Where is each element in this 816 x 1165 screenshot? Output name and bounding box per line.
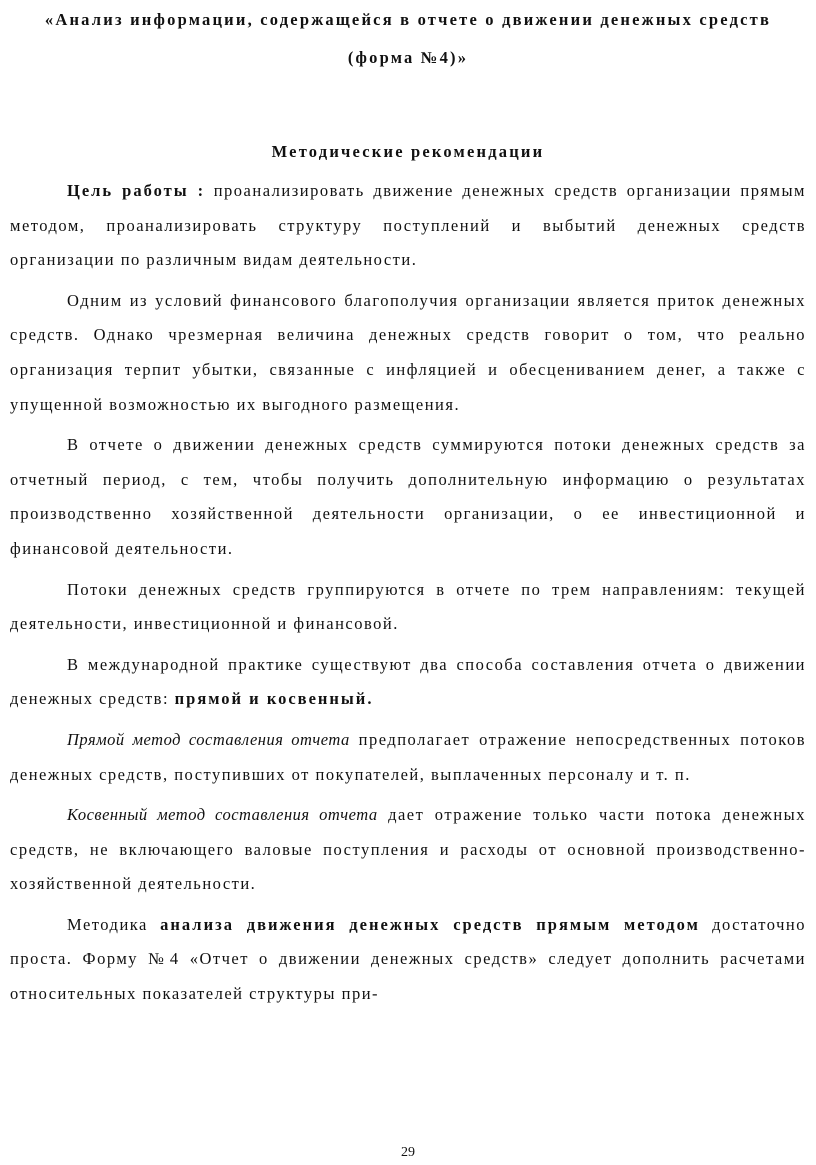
paragraph-flow-groups	[10, 573, 806, 642]
paragraph-text: предполагает отражение непосредственных потоков денежных средств, поступивших от покупателей, выплаченных персоналу и т. п.	[10, 729, 806, 784]
paragraph-text: дает отражение только части потока денежных средств, не включающего валовые поступления и расходы от основной производственно-хозяйственной деятельности.	[10, 805, 806, 894]
paragraph-text-continued: достаточно проста. Форму №4 «Отчет о движении денежных средств» следует дополнить расчетами относительных показателей структуры при-	[10, 914, 806, 1004]
paragraph-text: Потоки денежных средств группируются в отчете по трем направлениям: текущей деятельности, инвестиционной и финансовой.	[10, 579, 806, 634]
paragraph-text: В международной практике существуют два способа составления отчета о движении денежных средств:	[10, 654, 806, 709]
paragraph-indirect-method	[10, 798, 806, 902]
section-heading: Методические рекомендации	[271, 142, 545, 161]
paragraph-text: Одним из условий финансового благополучия организации является приток денежных средств. Однако чрезмерная величина денежных средств говорит о том, что реально организация терпит убытки, связанные с инфляцией и обесцениванием денег, а также с упущенной возможностью их выгодного размещения.	[10, 290, 806, 414]
paragraph-text: В отчете о движении денежных средств суммируются потоки денежных средств за отчетный период, с тем, чтобы получить дополнительную информацию о результатах производственно хозяйственной деятельности организации, о ее инвестиционной и финансовой деятельности.	[10, 435, 806, 558]
direct-method-term: Прямой метод составления отчета	[67, 729, 350, 749]
document-title: «Анализ информации, содержащейся в отчете о движении денежных средств (форма №4)»	[44, 10, 772, 67]
paragraph-cash-flow-report	[10, 428, 806, 566]
paragraph-goal	[10, 174, 806, 278]
goal-text: проанализировать движение денежных средств организации прямым методом, проанализировать структуру поступлений и выбытий денежных средств организации по различным видам деятельности.	[10, 181, 806, 270]
paragraph-methods	[10, 648, 806, 717]
methodology-bold: анализа движения денежных средств прямым методом	[160, 914, 700, 934]
paragraph-direct-method	[10, 723, 806, 792]
paragraph-text: Методика	[67, 914, 161, 934]
document-page	[10, 0, 806, 1012]
paragraph-cash-inflow	[10, 284, 806, 422]
indirect-method-term: Косвенный метод составления отчета	[67, 805, 378, 825]
goal-label: Цель работы :	[67, 181, 206, 200]
page-number: 29	[401, 1145, 415, 1160]
methods-bold: прямой и косвенный.	[174, 689, 374, 709]
paragraph-methodology	[10, 908, 806, 1012]
